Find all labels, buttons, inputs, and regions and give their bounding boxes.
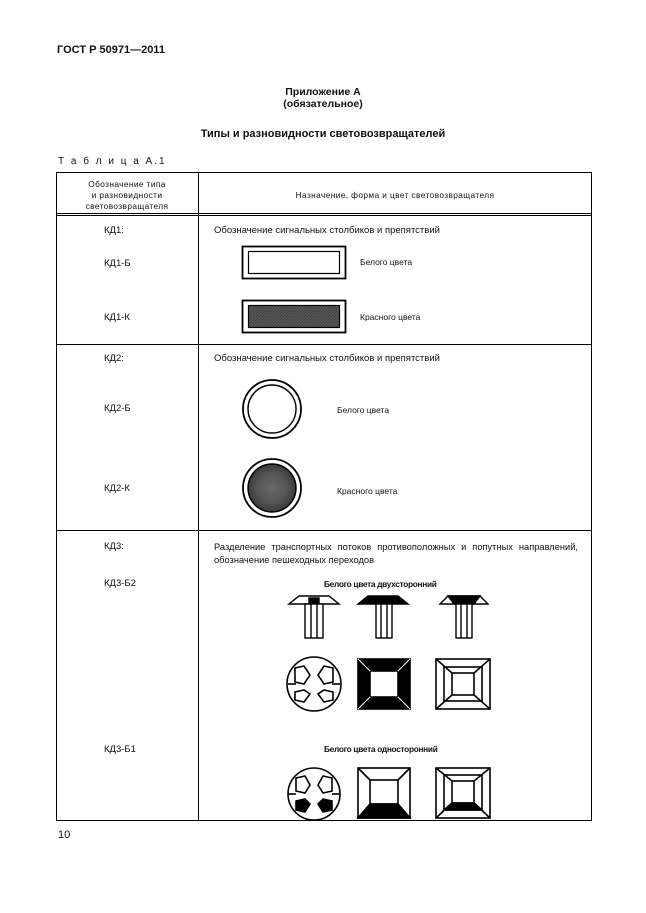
col1-header bbox=[58, 179, 196, 212]
table-label: Т а б л и ц а А.1 bbox=[58, 156, 167, 167]
kd3-b2-side-view-2 bbox=[358, 596, 408, 638]
col1-header-line: и разновидности bbox=[91, 190, 163, 200]
kd3-b1-top-view-1 bbox=[288, 768, 340, 820]
section-title: Типы и разновидности световозвращателей bbox=[200, 128, 446, 140]
row1-variant-caption: Белого цвета bbox=[360, 257, 413, 267]
row2-type: КД2: bbox=[104, 353, 124, 364]
kd3-b2-top-view-1 bbox=[287, 657, 341, 711]
row2-variant-code: КД2-К bbox=[104, 483, 130, 494]
row3-variant-code: КД3-Б2 bbox=[104, 578, 136, 589]
kd3-b2-top-view-3 bbox=[436, 659, 490, 709]
kd3-b2-top-view-2 bbox=[358, 659, 410, 709]
row1-variant-code: КД1-Б bbox=[104, 258, 131, 269]
row1-type: КД1: bbox=[104, 225, 124, 236]
kd3-b2-side-view-3 bbox=[440, 596, 488, 638]
row2-variant-caption: Красного цвета bbox=[337, 486, 398, 496]
row3-variant-caption: Белого цвета односторонний bbox=[324, 744, 438, 754]
kd2-white-reflector bbox=[243, 380, 301, 438]
kd1-white-reflector bbox=[243, 247, 346, 279]
col2-header: Назначение, форма и цвет световозвращателя bbox=[295, 190, 495, 200]
kd3-b2-side-view-1 bbox=[289, 596, 339, 638]
row1-variant-code: КД1-К bbox=[104, 312, 130, 323]
row3-variant-code: КД3-Б1 bbox=[104, 744, 136, 755]
page-number: 10 bbox=[58, 829, 71, 841]
kd3-b1-top-view-3 bbox=[436, 768, 490, 818]
row2-variant-code: КД2-Б bbox=[104, 403, 131, 414]
row2-description: Обозначение сигнальных столбиков и препятствий bbox=[214, 353, 440, 364]
kd2-red-reflector bbox=[243, 459, 301, 517]
kd1-red-reflector bbox=[243, 301, 346, 333]
appendix-title: Приложение А bbox=[285, 86, 361, 98]
col1-header-line: световозвращателя bbox=[85, 201, 169, 211]
standard-code: ГОСТ Р 50971—2011 bbox=[57, 44, 165, 56]
row3-type: КД3: bbox=[104, 541, 124, 552]
col1-header-line: Обозначение типа bbox=[88, 179, 166, 189]
row1-description: Обозначение сигнальных столбиков и препятствий bbox=[214, 225, 440, 236]
kd3-b1-top-view-2 bbox=[358, 768, 410, 818]
row2-variant-caption: Белого цвета bbox=[337, 405, 390, 415]
row3-description: Разделение транспортных потоков противоположных и попутных направлений, обозначение пешеходных переходов bbox=[214, 542, 578, 565]
appendix-status: (обязательное) bbox=[283, 98, 363, 110]
row3-variant-caption: Белого цвета двухсторонний bbox=[324, 579, 437, 589]
row1-variant-caption: Красного цвета bbox=[360, 312, 421, 322]
